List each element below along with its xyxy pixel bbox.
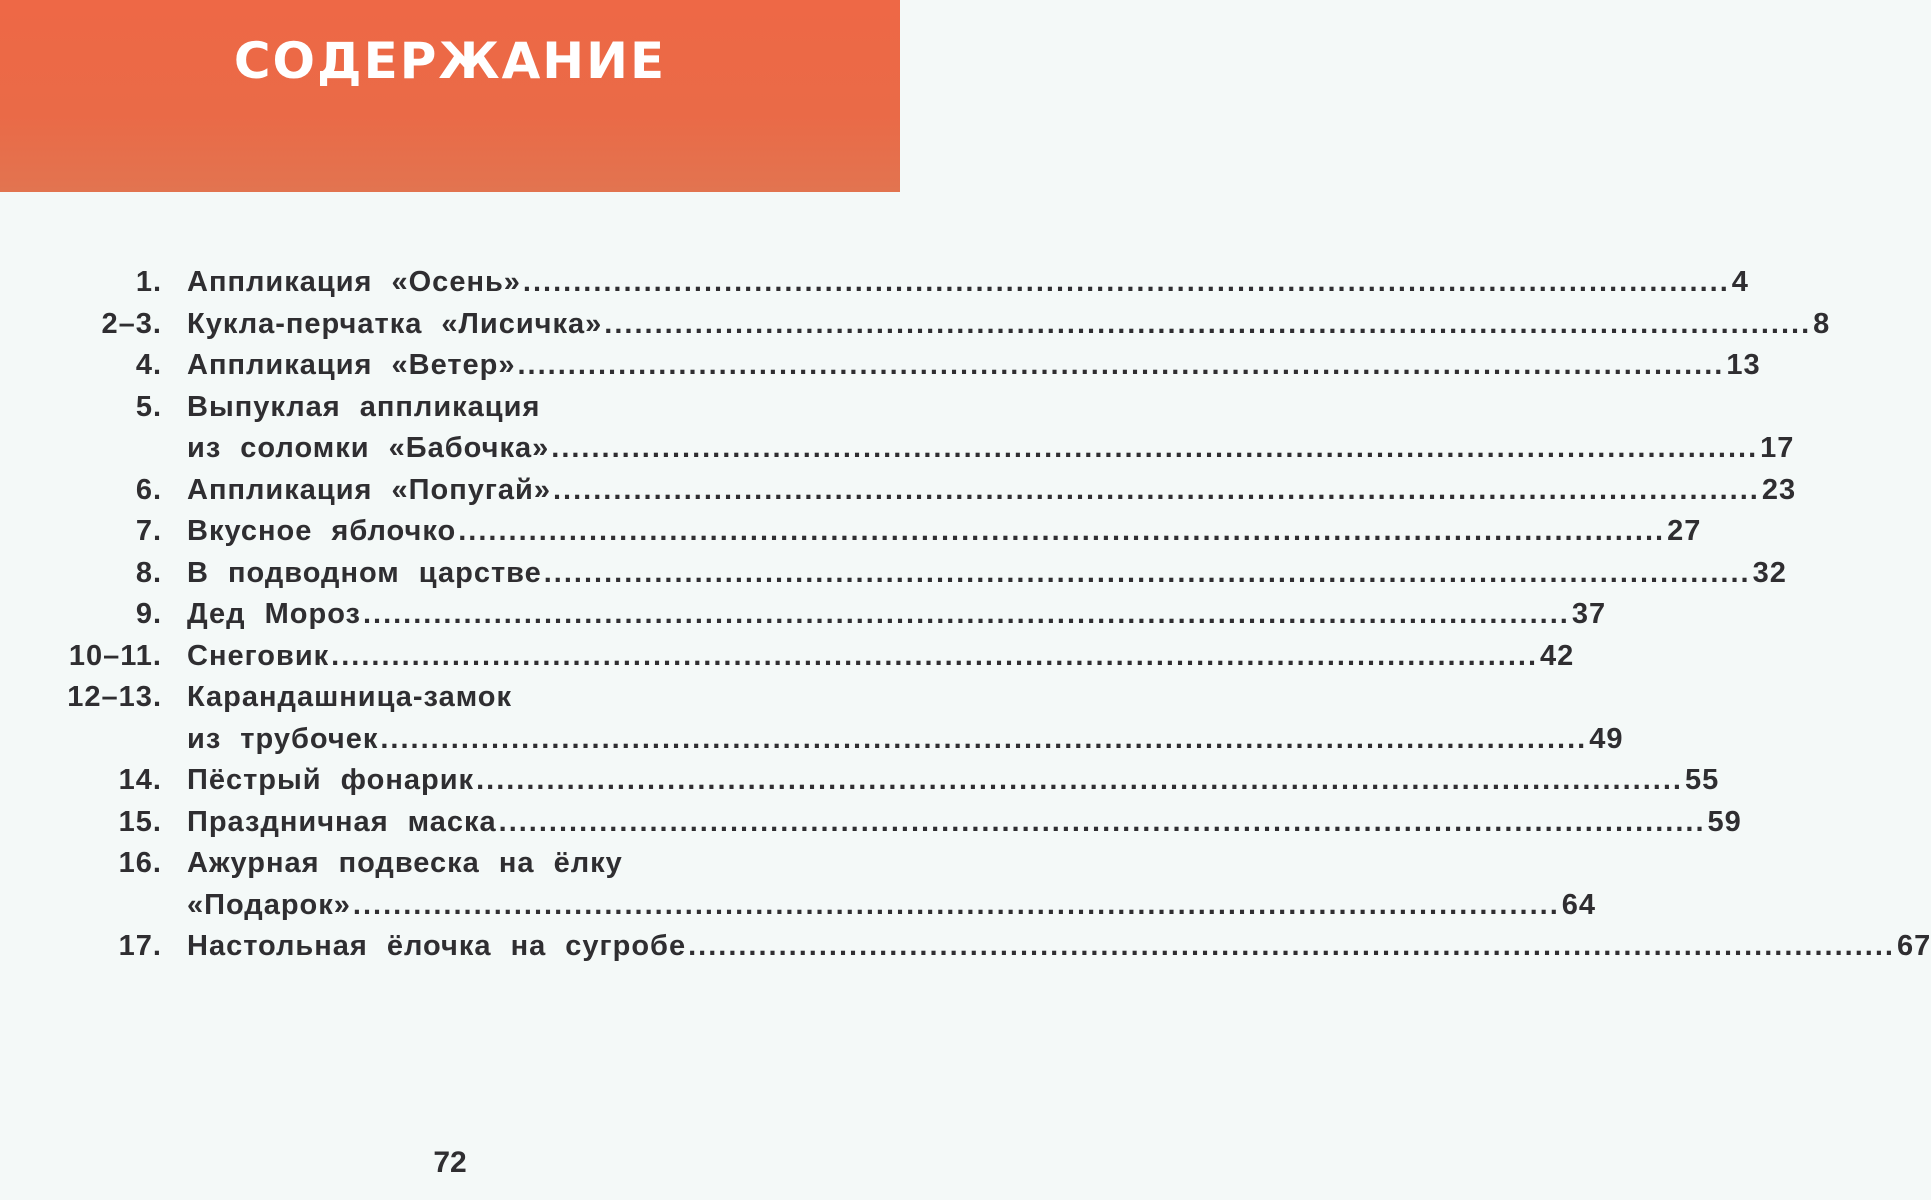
toc-entry-number: 12–13. [67, 681, 162, 713]
toc-entry-line [187, 304, 1831, 346]
header-banner [0, 0, 900, 192]
toc-entry-title: Аппликация «Попугай» [187, 473, 551, 506]
toc-entry-number: 2–3. [101, 307, 162, 340]
toc-entry-title: В подводном царстве [187, 556, 542, 589]
toc-entry [40, 926, 1931, 968]
toc-entry-page: 27 [1667, 515, 1702, 547]
toc-entry-line [187, 843, 834, 885]
toc-entry-title: Праздничная маска [187, 805, 497, 838]
toc-entry-number: 9. [135, 598, 162, 630]
toc-entry-line [187, 885, 1597, 927]
toc-entry-number: 10–11. [68, 639, 162, 672]
toc-entry-title: Выпуклая аппликация [187, 390, 541, 423]
toc-entry-number: 5. [135, 390, 162, 423]
toc-entry-line [187, 926, 1931, 968]
toc-entry-page: 49 [1589, 722, 1624, 755]
toc-entry-title: Пёстрый фонарик [187, 764, 475, 796]
page-number: 72 [433, 1146, 467, 1179]
toc-entry [40, 636, 1575, 678]
toc-entry-page: 8 [1813, 307, 1831, 340]
toc-entry-title: из соломки «Бабочка» [187, 432, 550, 464]
toc-entry [40, 760, 1720, 802]
toc-entry-page: 55 [1684, 764, 1720, 796]
toc-entry-title: Снеговик [187, 639, 330, 672]
toc-entry-page: 23 [1761, 473, 1797, 506]
dot-leader: ........................................................................................................................ [551, 432, 1759, 464]
toc-entry-page: 32 [1752, 556, 1787, 589]
page-title: СОДЕРЖАНИЕ [233, 32, 667, 90]
toc-entry-number: 15. [118, 805, 162, 838]
toc-entry-title: Настольная ёлочка на сугробе [187, 930, 687, 962]
toc-entry-title: «Подарок» [187, 888, 351, 921]
toc-entry-title: Карандашница-замок [187, 681, 513, 713]
toc-entry [40, 304, 1831, 346]
toc-entry-line [187, 553, 1787, 595]
dot-leader: ........................................................................................................................ [458, 515, 1666, 547]
toc-entry-number: 1. [135, 266, 162, 298]
toc-entry-number: 14. [118, 764, 162, 796]
toc-entry-number: 17. [118, 930, 162, 962]
toc-entry-number: 4. [135, 349, 162, 381]
dot-leader: ........................................................................................................................ [498, 805, 1706, 838]
dot-leader: ........................................................................................................................ [362, 598, 1570, 630]
toc-entry-page: 64 [1561, 888, 1597, 921]
toc-entry-line [187, 760, 1720, 802]
dot-leader: ........................................................................................................................ [476, 764, 1683, 796]
toc-entry-line [187, 428, 1795, 470]
dot-leader: ........................................................................................................................ [331, 639, 1539, 672]
toc-entry-line [187, 677, 834, 719]
dot-leader: ........................................................................................................................ [352, 888, 1560, 921]
dot-leader: ........................................................................................................................ [380, 722, 1588, 755]
toc-entry [40, 677, 1624, 760]
toc-entry-title: Ажурная подвеска на ёлку [187, 847, 623, 879]
toc-entry [40, 345, 1761, 387]
toc-entry-page: 4 [1731, 266, 1749, 298]
toc-entry-page: 37 [1571, 598, 1607, 630]
toc-entry-page: 17 [1760, 432, 1795, 464]
toc-entry-number: 8. [135, 556, 162, 589]
toc-entry-number: 6. [135, 473, 162, 506]
toc-entry-title: из трубочек [187, 722, 379, 755]
dot-leader: ........................................................................................................................ [688, 930, 1895, 962]
toc-entry-line [187, 594, 1607, 636]
toc-entry-line [187, 470, 1797, 512]
dot-leader: ........................................................................................................................ [553, 473, 1760, 506]
toc-entry-line [187, 802, 1742, 844]
dot-leader: ........................................................................................................................ [517, 349, 1725, 381]
toc-entry-title: Аппликация «Осень» [187, 266, 521, 298]
toc-entry [40, 262, 1749, 304]
toc-entry-page: 42 [1540, 639, 1575, 672]
toc-entry-line [187, 387, 834, 429]
toc-entry-number: 16. [118, 847, 162, 879]
toc-entry-number: 7. [135, 515, 162, 547]
toc-entry-line [187, 511, 1702, 553]
toc-entry-title: Кукла-перчатка «Лисичка» [187, 307, 603, 340]
toc-entry-line [187, 345, 1761, 387]
toc-entry-line [187, 636, 1575, 678]
toc-entry-page: 13 [1726, 349, 1761, 381]
toc-entry [40, 553, 1787, 595]
dot-leader: ........................................................................................................................ [604, 307, 1812, 340]
toc-entry-page: 59 [1707, 805, 1742, 838]
toc-entry-page: 67 [1896, 930, 1931, 962]
toc-entry [40, 470, 1797, 512]
dot-leader: ........................................................................................................................ [543, 556, 1751, 589]
toc-entry-title: Вкусное яблочко [187, 515, 457, 547]
toc-entry [40, 843, 1597, 926]
dot-leader: ........................................................................................................................ [522, 266, 1730, 298]
toc-entry [40, 594, 1607, 636]
toc-entry [40, 387, 1795, 470]
toc-entry-line [187, 262, 1749, 304]
table-of-contents [40, 262, 1931, 968]
toc-entry-title: Аппликация «Ветер» [187, 349, 516, 381]
toc-entry-title: Дед Мороз [187, 598, 361, 630]
toc-entry-line [187, 719, 1624, 761]
toc-entry [40, 802, 1742, 844]
toc-entry [40, 511, 1702, 553]
